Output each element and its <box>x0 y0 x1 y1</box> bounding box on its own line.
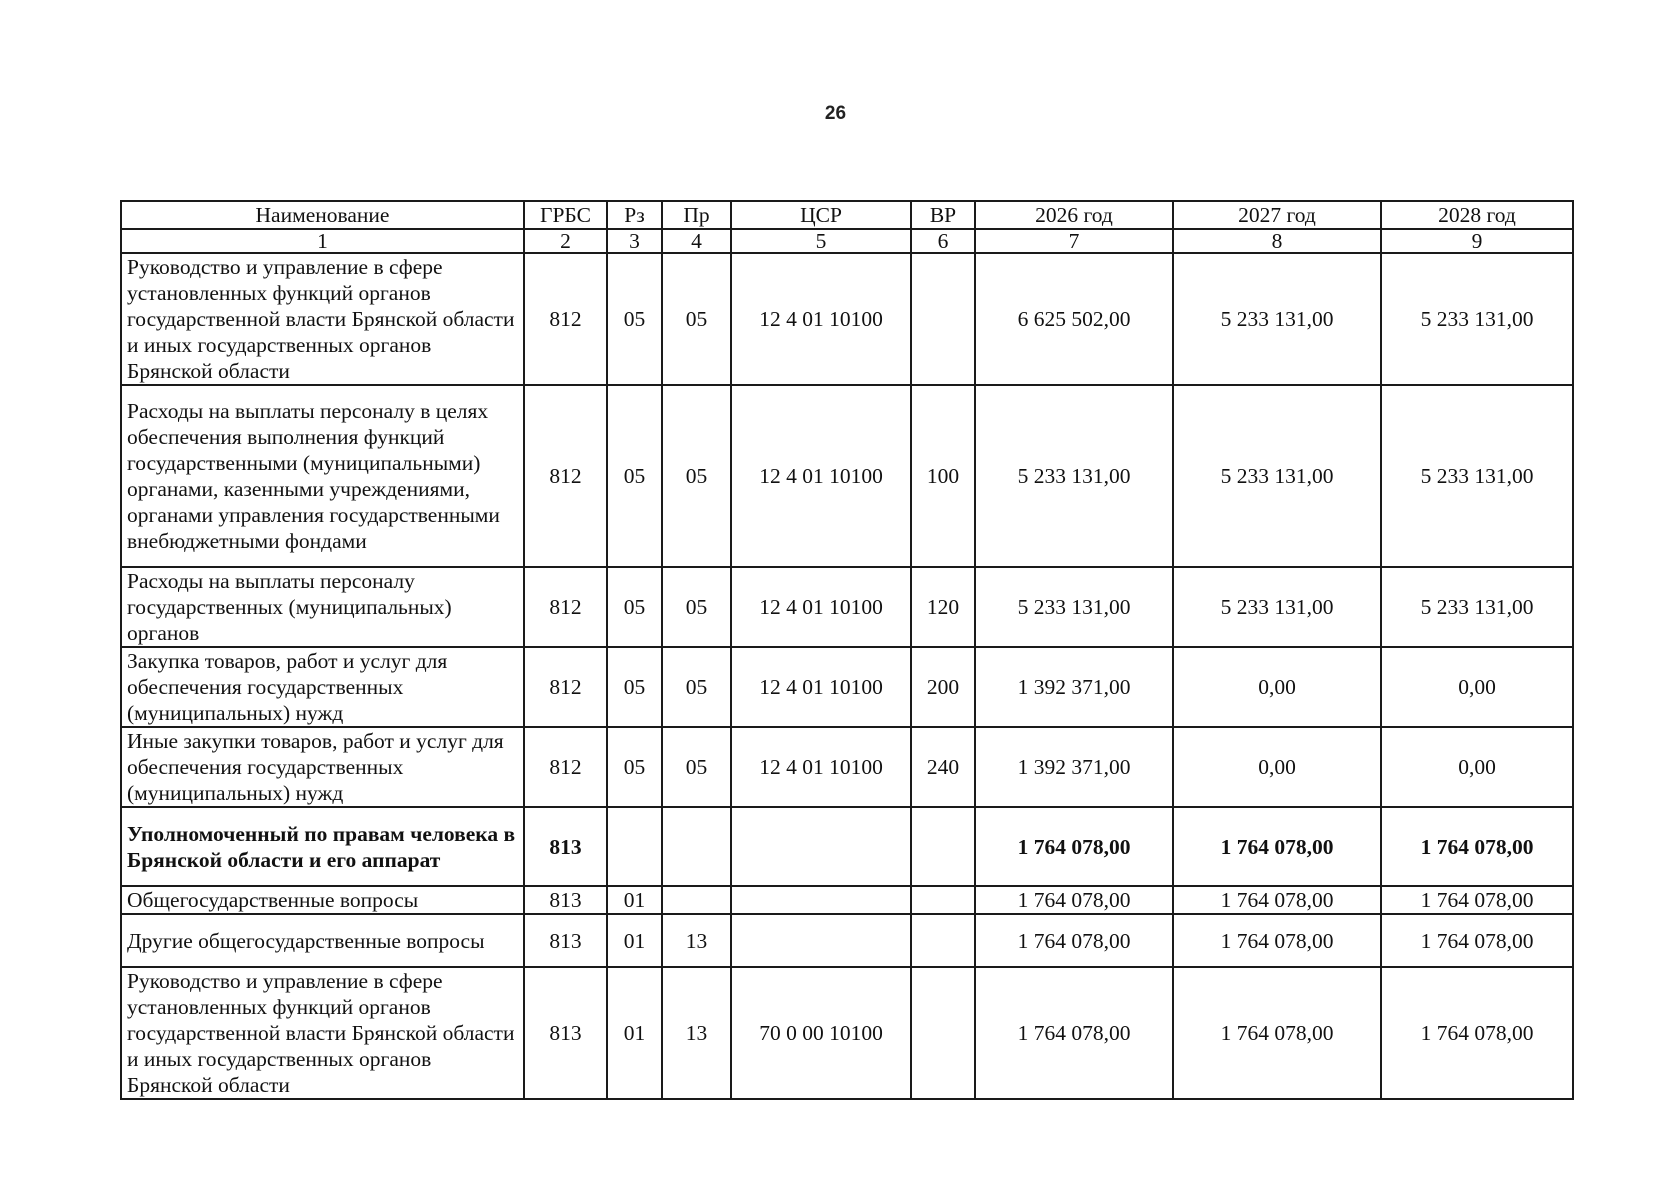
header-2027: 2027 год <box>1173 201 1381 229</box>
row-name: Закупка товаров, работ и услуг для обеспечения государственных (муниципальных) нужд <box>121 647 524 727</box>
row-vr <box>911 807 975 886</box>
column-number: 5 <box>731 229 911 253</box>
row-csr: 12 4 01 10100 <box>731 567 911 647</box>
header-2026: 2026 год <box>975 201 1173 229</box>
row-csr: 12 4 01 10100 <box>731 253 911 385</box>
row-2027: 0,00 <box>1173 727 1381 807</box>
row-2026: 1 392 371,00 <box>975 647 1173 727</box>
row-pr: 13 <box>662 914 731 967</box>
header-pr: Пр <box>662 201 731 229</box>
column-number: 4 <box>662 229 731 253</box>
table-row <box>121 807 1573 886</box>
column-number: 7 <box>975 229 1173 253</box>
row-name: Другие общегосударственные вопросы <box>121 914 524 967</box>
row-2027: 1 764 078,00 <box>1173 807 1381 886</box>
row-grbs: 812 <box>524 727 607 807</box>
column-number: 6 <box>911 229 975 253</box>
row-grbs: 813 <box>524 914 607 967</box>
row-2027: 0,00 <box>1173 647 1381 727</box>
row-vr <box>911 914 975 967</box>
row-2027: 5 233 131,00 <box>1173 253 1381 385</box>
row-name: Руководство и управление в сфере установленных функций органов государственной власти Брянской области и иных государственных органов Брянской области <box>121 967 524 1099</box>
row-rz: 05 <box>607 567 662 647</box>
table-row <box>121 886 1573 914</box>
header-vr: ВР <box>911 201 975 229</box>
row-2028: 5 233 131,00 <box>1381 385 1573 567</box>
table-row <box>121 727 1573 807</box>
row-pr <box>662 886 731 914</box>
row-csr: 70 0 00 10100 <box>731 967 911 1099</box>
header-2028: 2028 год <box>1381 201 1573 229</box>
row-rz <box>607 807 662 886</box>
row-csr: 12 4 01 10100 <box>731 385 911 567</box>
row-2026: 1 764 078,00 <box>975 807 1173 886</box>
row-2028: 1 764 078,00 <box>1381 886 1573 914</box>
row-pr: 05 <box>662 253 731 385</box>
row-name: Расходы на выплаты персоналу в целях обеспечения выполнения функций государственными (муниципальными) органами, казенными учреждениями, органами управления государственными внебюджетными фондами <box>121 385 524 567</box>
row-2027: 1 764 078,00 <box>1173 886 1381 914</box>
header-name: Наименование <box>121 201 524 229</box>
row-grbs: 812 <box>524 253 607 385</box>
table-row <box>121 914 1573 967</box>
row-pr: 05 <box>662 647 731 727</box>
row-2026: 1 764 078,00 <box>975 914 1173 967</box>
row-2028: 0,00 <box>1381 727 1573 807</box>
row-grbs: 813 <box>524 886 607 914</box>
row-vr: 240 <box>911 727 975 807</box>
row-rz: 01 <box>607 886 662 914</box>
row-vr: 100 <box>911 385 975 567</box>
row-csr <box>731 886 911 914</box>
row-rz: 05 <box>607 727 662 807</box>
row-2027: 5 233 131,00 <box>1173 567 1381 647</box>
row-rz: 01 <box>607 967 662 1099</box>
row-rz: 05 <box>607 253 662 385</box>
row-2028: 5 233 131,00 <box>1381 253 1573 385</box>
row-2027: 1 764 078,00 <box>1173 967 1381 1099</box>
row-grbs: 813 <box>524 967 607 1099</box>
row-grbs: 812 <box>524 385 607 567</box>
column-number: 3 <box>607 229 662 253</box>
row-rz: 01 <box>607 914 662 967</box>
row-pr <box>662 807 731 886</box>
row-pr: 05 <box>662 727 731 807</box>
column-number-row <box>121 229 1573 253</box>
row-csr: 12 4 01 10100 <box>731 647 911 727</box>
row-vr: 200 <box>911 647 975 727</box>
column-number: 9 <box>1381 229 1573 253</box>
row-2028: 1 764 078,00 <box>1381 914 1573 967</box>
column-number: 2 <box>524 229 607 253</box>
header-grbs: ГРБС <box>524 201 607 229</box>
row-name: Руководство и управление в сфере установленных функций органов государственной власти Брянской области и иных государственных органов Брянской области <box>121 253 524 385</box>
column-number: 8 <box>1173 229 1381 253</box>
row-vr <box>911 253 975 385</box>
row-2027: 5 233 131,00 <box>1173 385 1381 567</box>
table-row <box>121 647 1573 727</box>
row-2028: 1 764 078,00 <box>1381 967 1573 1099</box>
row-vr <box>911 967 975 1099</box>
row-2026: 5 233 131,00 <box>975 385 1173 567</box>
row-rz: 05 <box>607 647 662 727</box>
row-2026: 5 233 131,00 <box>975 567 1173 647</box>
table-row <box>121 967 1573 1099</box>
row-csr: 12 4 01 10100 <box>731 727 911 807</box>
page-number: 26 <box>824 103 847 124</box>
column-number: 1 <box>121 229 524 253</box>
row-pr: 13 <box>662 967 731 1099</box>
row-pr: 05 <box>662 567 731 647</box>
row-2028: 5 233 131,00 <box>1381 567 1573 647</box>
budget-table <box>120 200 1574 1100</box>
header-rz: Рз <box>607 201 662 229</box>
row-rz: 05 <box>607 385 662 567</box>
row-grbs: 812 <box>524 647 607 727</box>
row-2028: 1 764 078,00 <box>1381 807 1573 886</box>
row-2027: 1 764 078,00 <box>1173 914 1381 967</box>
row-2026: 1 392 371,00 <box>975 727 1173 807</box>
table-row <box>121 253 1573 385</box>
row-2026: 1 764 078,00 <box>975 967 1173 1099</box>
row-name: Уполномоченный по правам человека в Брянской области и его аппарат <box>121 807 524 886</box>
header-csr: ЦСР <box>731 201 911 229</box>
row-csr <box>731 807 911 886</box>
row-2026: 6 625 502,00 <box>975 253 1173 385</box>
row-vr <box>911 886 975 914</box>
row-2026: 1 764 078,00 <box>975 886 1173 914</box>
row-grbs: 812 <box>524 567 607 647</box>
row-csr <box>731 914 911 967</box>
row-name: Иные закупки товаров, работ и услуг для обеспечения государственных (муниципальных) нужд <box>121 727 524 807</box>
row-grbs: 813 <box>524 807 607 886</box>
table-row <box>121 385 1573 567</box>
row-name: Общегосударственные вопросы <box>121 886 524 914</box>
row-2028: 0,00 <box>1381 647 1573 727</box>
row-name: Расходы на выплаты персоналу государственных (муниципальных) органов <box>121 567 524 647</box>
header-row <box>121 201 1573 229</box>
row-pr: 05 <box>662 385 731 567</box>
table-row <box>121 567 1573 647</box>
row-vr: 120 <box>911 567 975 647</box>
